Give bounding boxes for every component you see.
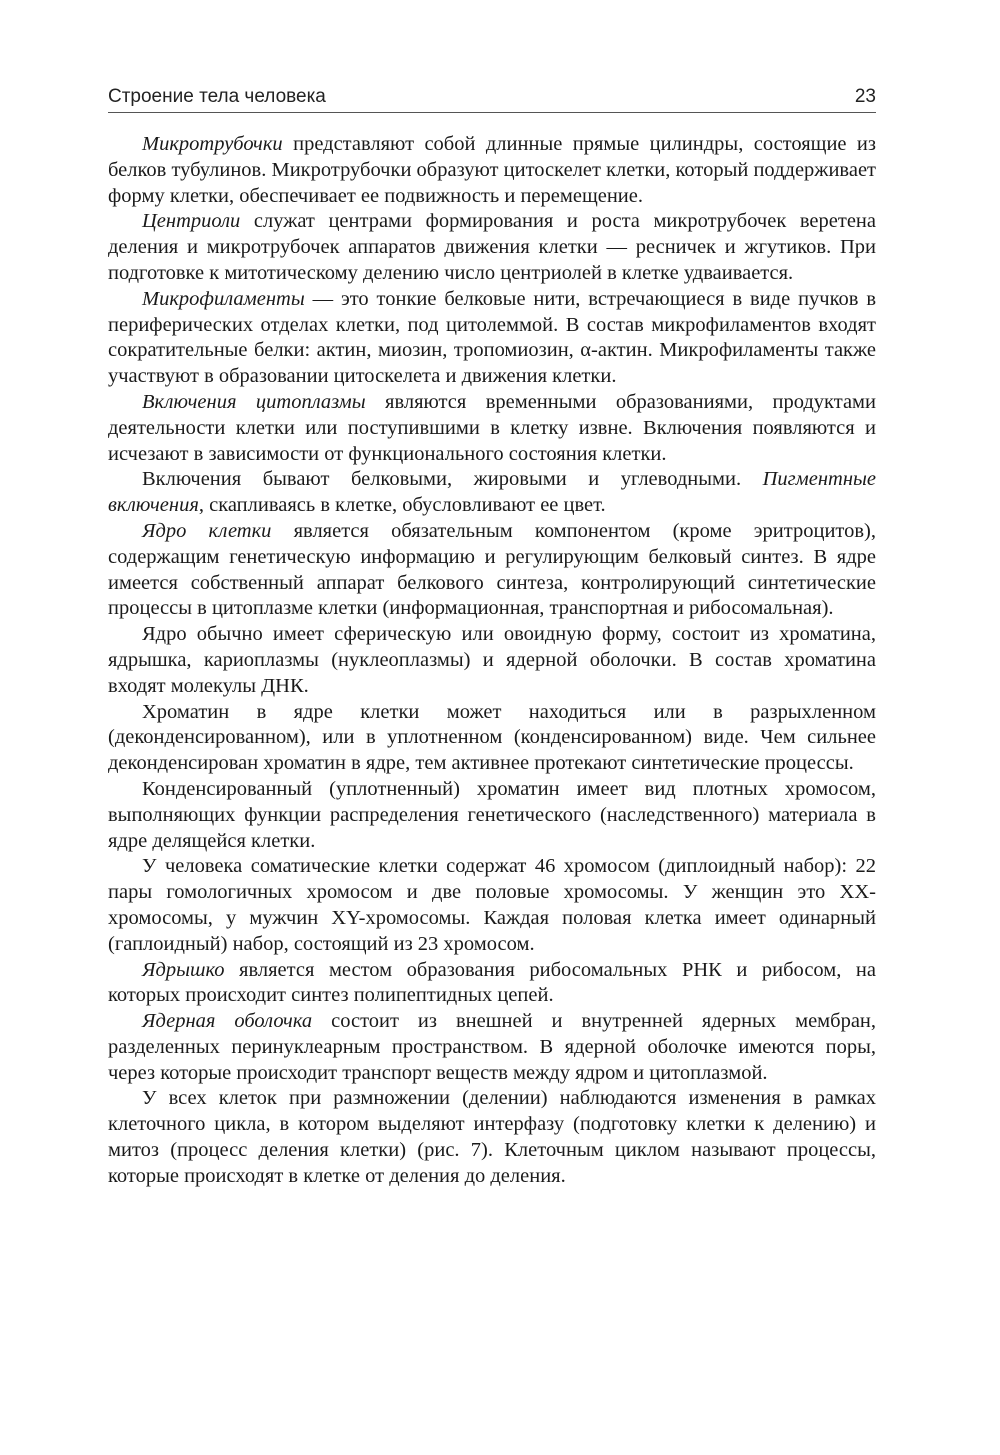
paragraph-text: представляют собой длинные прямые цилиндры, состоящие из белков тубулинов. Микротрубочки образуют цитоскелет клетки, который поддерживает форму клетки, обеспечивает ее подвижность и перемещение. xyxy=(108,133,876,207)
term-microfilaments: Микрофиламенты xyxy=(142,287,305,310)
paragraph-text: являются временными образованиями, продуктами деятельности клетки или поступившими в клетку извне. Включения появляются и исчезают в зависимости от функционального состояния клетки. xyxy=(108,390,876,465)
paragraph-text: Хроматин в ядре клетки может находиться или в разрыхленном (деконденсированном), или в уплотненном (конденсированном) виде. Чем сильнее деконденсирован хроматин в ядре, тем активнее протекают синтетические процессы. xyxy=(108,700,876,775)
paragraph-microtubules xyxy=(108,132,876,209)
term-nucleus: Ядро клетки xyxy=(142,519,272,542)
term-microtubules: Микротрубочки xyxy=(142,133,283,155)
paragraph-condensed-chromatin xyxy=(108,777,876,854)
paragraph-chromatin xyxy=(108,700,876,777)
running-header-title: Строение тела человека xyxy=(108,86,326,107)
running-header xyxy=(108,84,876,113)
page-number: 23 xyxy=(854,86,876,107)
paragraph-text: состоит из внешней и внутренней ядерных мембран, разделенных перинуклеарным пространством. В ядерной оболочке имеются поры, через которые происходит транспорт веществ между ядром и цитоплазмой. xyxy=(108,1010,877,1084)
term-centrioles: Центриоли xyxy=(142,210,241,233)
term-inclusions: Включения цитоплазмы xyxy=(142,390,366,413)
paragraph-text: является обязательным компонентом (кроме эритроцитов), содержащим генетическую информацию и регулирующим белковый синтез. В ядре имеется собственный аппарат белкового синтеза, контролирующий синтетические процессы в цитоплазме клетки (информационная, транспортная и рибосомальная). xyxy=(108,519,876,620)
paragraph-text: Конденсированный (уплотненный) хроматин имеет вид плотных хромосом, выполняющих функции распределения генетического (наследственного) материала в ядре делящейся клетки. xyxy=(108,777,876,852)
body-text xyxy=(108,132,876,1190)
paragraph-text: У всех клеток при размножении (делении) наблюдаются изменения в рамках клеточного цикла, в котором выделяют интерфазу (подготовку клетки к делению) и митоз (процесс деления клетки) (рис. 7). Клеточным циклом называют процессы, которые происходят в клетке от деления до деления. xyxy=(108,1087,876,1187)
paragraph-text: — это тонкие белковые нити, встречающиеся в виде пучков в периферических отделах клетки, под цитолеммой. В состав микрофиламентов входят сократительные белки: актин, миозин, тропомиозин, α-актин. Микрофиламенты также участвуют в образовании цитоскелета и движения клетки. xyxy=(108,287,876,388)
paragraph-text: Ядро обычно имеет сферическую или овоидную форму, состоит из хроматина, ядрышка, кариоплазмы (нуклеоплазмы) и ядерной оболочки. В состав хроматина входят молекулы ДНК. xyxy=(108,623,876,697)
term-pigment-inclusions: Пигментные включения xyxy=(108,468,876,517)
paragraph-text: Включения бывают белковыми, жировыми и углеводными. xyxy=(142,468,763,491)
paragraph-inclusions xyxy=(108,390,876,467)
paragraph-nucleolus xyxy=(108,958,876,1010)
paragraph-text: , скапливаясь в клетке, обусловливают ее цвет. xyxy=(198,494,606,517)
paragraph-microfilaments xyxy=(108,287,876,390)
paragraph-nucleus xyxy=(108,519,876,622)
paragraph-text: У человека соматические клетки содержат 46 хромосом (диплоидный набор): 22 пары гомологичных хромосом и две половые хромосомы. У женщин это XX-хромосомы, у мужчин XY-хромосомы. Каждая половая клетка имеет одинарный (гаплоидный) набор, состоящий из 23 хромосом. xyxy=(108,855,876,955)
paragraph-text: служат центрами формирования и роста микротрубочек веретена деления и микротрубочек аппаратов движения клетки — ресничек и жгутиков. При подготовке к митотическому делению число центриолей в клетке удваивается. xyxy=(108,210,876,284)
paragraph-text: является местом образования рибосомальных РНК и рибосом, на которых происходит синтез полипептидных цепей. xyxy=(108,958,876,1007)
paragraph-chromosomes xyxy=(108,854,876,957)
paragraph-centrioles xyxy=(108,209,876,286)
term-nucleolus: Ядрышко xyxy=(142,958,225,981)
paragraph-cell-cycle xyxy=(108,1086,876,1189)
paragraph-inclusion-types xyxy=(108,467,876,519)
term-nuclear-envelope: Ядерная оболочка xyxy=(142,1010,313,1033)
paragraph-nucleus-shape xyxy=(108,622,876,699)
paragraph-nuclear-envelope xyxy=(108,1009,876,1086)
